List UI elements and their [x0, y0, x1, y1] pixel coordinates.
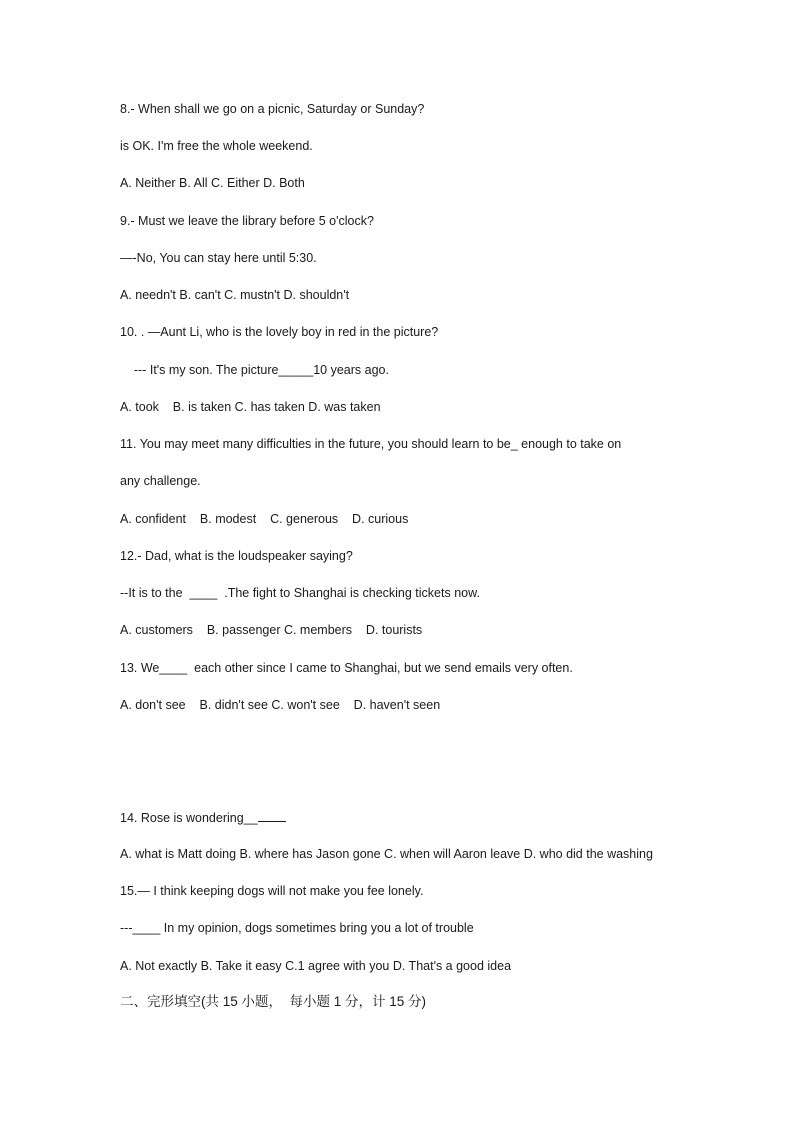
question-8-options: A. Neither B. All C. Either D. Both — [120, 176, 305, 190]
question-8-prompt: 8.- When shall we go on a picnic, Saturday or Sunday? — [120, 102, 425, 116]
question-9-options: A. needn't B. can't C. mustn't D. shouldn't — [120, 288, 350, 302]
question-15-prompt: 15.— I think keeping dogs will not make you fee lonely. — [120, 884, 424, 898]
question-11-prompt: 11. You may meet many difficulties in the future, you should learn to be_ enough to take on — [120, 437, 622, 451]
question-13-options: A. don't see B. didn't see C. won't see D. haven't seen — [120, 698, 441, 712]
question-10-prompt: 10. . —Aunt Li, who is the lovely boy in red in the picture? — [120, 325, 439, 339]
question-12-response: --It is to the ____ .The fight to Shanghai is checking tickets now. — [120, 586, 480, 600]
question-11-options: A. confident B. modest C. generous D. curious — [120, 512, 409, 526]
question-9-response: —-No, You can stay here until 5:30. — [120, 251, 317, 265]
question-9-prompt: 9.- Must we leave the library before 5 o'clock? — [120, 214, 374, 228]
question-12-options: A. customers B. passenger C. members D. tourists — [120, 623, 423, 637]
question-15-response: ---____ In my opinion, dogs sometimes bring you a lot of trouble — [120, 921, 474, 935]
question-14-options: A. what is Matt doing B. where has Jason gone C. when will Aaron leave D. who did the washing — [120, 847, 653, 861]
question-11-prompt-continued: any challenge. — [120, 474, 201, 488]
question-12-prompt: 12.- Dad, what is the loudspeaker saying? — [120, 549, 353, 563]
answer-blank — [258, 809, 286, 822]
section-heading-cloze: 二、完形填空(共 15 小题， 每小题 1 分，计 15 分) — [120, 994, 427, 1009]
question-15-options: A. Not exactly B. Take it easy C.1 agree with you D. That's a good idea — [120, 959, 512, 973]
question-10-options: A. took B. is taken C. has taken D. was taken — [120, 400, 381, 414]
question-14-prompt — [120, 809, 286, 826]
question-13-prompt: 13. We____ each other since I came to Shanghai, but we send emails very often. — [120, 661, 573, 675]
question-10-response: --- It's my son. The picture_____10 years ago. — [120, 363, 389, 377]
question-8-response: is OK. I'm free the whole weekend. — [120, 139, 313, 153]
question-14-text: 14. Rose is wondering__ — [120, 811, 258, 825]
